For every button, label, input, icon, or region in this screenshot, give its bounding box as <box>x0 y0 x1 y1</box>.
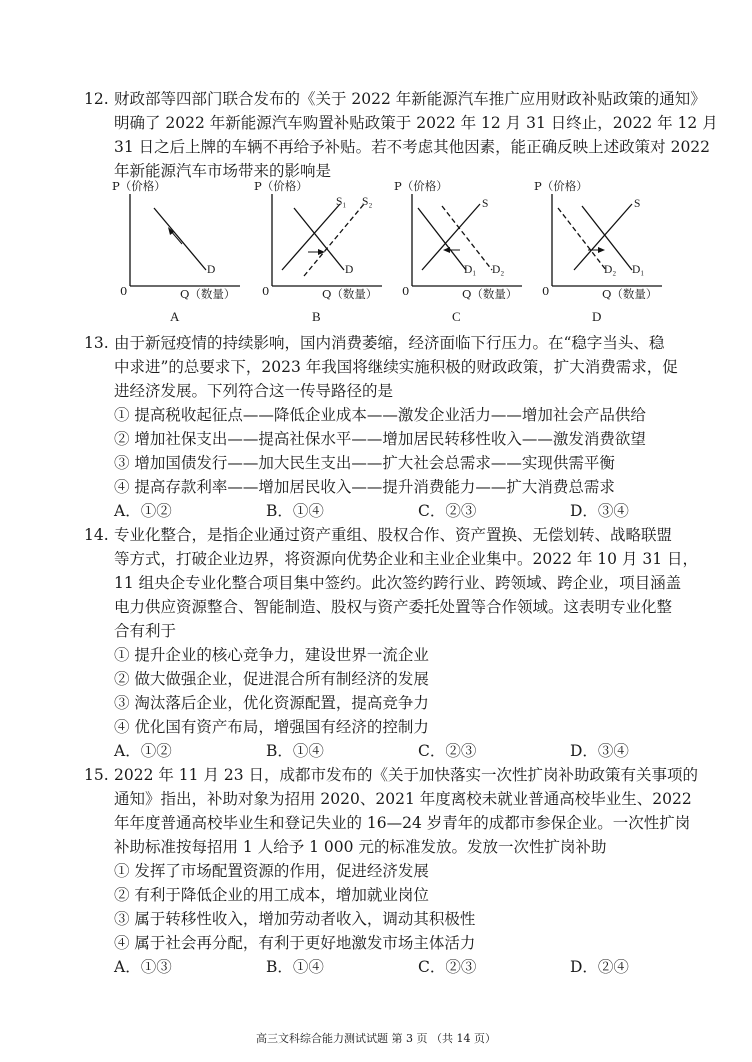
origin-label: 0 <box>402 284 410 298</box>
option-c: C．②③ <box>418 742 477 760</box>
demand-curve-d1 <box>418 208 466 270</box>
graph-letter: C <box>452 309 461 324</box>
demand-curve-d1 <box>582 206 632 270</box>
question-number: 12. <box>84 90 109 108</box>
arrow-head <box>598 247 605 253</box>
y-axis-label: P（价格） <box>534 179 588 193</box>
supply-curve-s2 <box>304 204 364 276</box>
question-text-line: 合有利于 <box>114 622 177 640</box>
question-text-line: 补助标准按每招用 1 人给予 1 000 元的标准发放。发放一次性扩岗补助 <box>114 838 607 856</box>
question-text-line: 中求进”的总要求下，2023 年我国将继续实施积极的财政政策，扩大消费需求，促 <box>114 358 678 376</box>
statement: ③ 增加国债发行——加大民生支出——扩大社会总需求——实现供需平衡 <box>114 454 615 472</box>
x-axis-label: Q（数量） <box>602 287 658 301</box>
curve-label-d2: D₂ <box>492 264 505 276</box>
curve-label-s: S <box>482 198 489 210</box>
question-text-line: 31 日之后上牌的车辆不再给予补贴。若不考虑其他因素，能正确反映上述政策对 2022 <box>114 138 711 156</box>
option-c: C．②③ <box>418 958 477 976</box>
option-c: C．②③ <box>418 502 477 520</box>
origin-label: 0 <box>542 284 550 298</box>
question-text-line: 等方式，打破企业边界，将资源向优势企业和主业企业集中。2022 年 10 月 31 日， <box>114 550 699 568</box>
question-text-line: 进经济发展。下列符合这一传导路径的是 <box>114 382 394 400</box>
question-text-line: 11 组央企专业化整合项目集中签约。此次签约跨行业、跨领域、跨企业，项目涵盖 <box>114 574 682 592</box>
origin-label: 0 <box>262 284 270 298</box>
x-axis-label: Q（数量） <box>180 287 236 301</box>
question-text-line: 由于新冠疫情的持续影响，国内消费萎缩，经济面临下行压力。在“稳字当头、稳 <box>114 334 665 352</box>
option-b: B．①④ <box>266 958 324 976</box>
question-text-line: 年年度普通高校毕业生和登记失业的 16—24 岁青年的成都市参保企业。一次性扩岗 <box>114 814 691 832</box>
question-text-line: 明确了 2022 年新能源汽车购置补贴政策于 2022 年 12 月 31 日终止，2022 年 12 月 <box>114 114 718 132</box>
graph-a <box>110 178 242 326</box>
graph-b <box>252 178 384 326</box>
option-d: D．②④ <box>570 958 629 976</box>
supply-curve <box>574 204 632 270</box>
curve-label-d1: D₁ <box>632 264 645 276</box>
y-axis-label: P（价格） <box>394 179 448 193</box>
question-number: 13. <box>84 334 109 352</box>
graph-letter: D <box>592 309 602 324</box>
option-b: B．①④ <box>266 742 324 760</box>
statement: ② 增加社保支出——提高社保水平——增加居民转移性收入——激发消费欲望 <box>114 430 646 448</box>
statement: ① 提高税收起征点——降低企业成本——激发企业活力——增加社会产品供给 <box>114 406 646 424</box>
statement: ④ 属于社会再分配，有利于更好地激发市场主体活力 <box>114 934 476 952</box>
question-text-line: 年新能源汽车市场带来的影响是 <box>114 162 332 180</box>
demand-curve <box>294 208 344 270</box>
option-d: D．③④ <box>570 742 629 760</box>
curve-label-d: D <box>207 264 216 276</box>
x-axis-label: Q（数量） <box>462 287 518 301</box>
statement: ③ 淘汰落后企业，优化资源配置，提高竞争力 <box>114 694 429 712</box>
question-text-line: 电力供应资源整合、智能制造、股权与资产委托处置等合作领域。这表明专业化整 <box>114 598 673 616</box>
y-axis-label: P（价格） <box>112 179 166 193</box>
curve-label-s2: S₂ <box>362 196 373 208</box>
statement: ③ 属于转移性收入，增加劳动者收入，调动其积极性 <box>114 910 476 928</box>
statement: ④ 提高存款利率——增加居民收入——提升消费能力——扩大消费总需求 <box>114 478 615 496</box>
curve-label-d2: D₂ <box>604 264 617 276</box>
statement: ④ 优化国有资产布局，增强国有经济的控制力 <box>114 718 429 736</box>
graph-c <box>392 178 524 326</box>
supply-curve-s1 <box>282 204 340 270</box>
x-axis-label: Q（数量） <box>322 287 378 301</box>
statement: ② 做大做强企业，促进混合所有制经济的发展 <box>114 670 429 688</box>
option-d: D．③④ <box>570 502 629 520</box>
question-text-line: 专业化整合，是指企业通过资产重组、股权合作、资产置换、无偿划转、战略联盟 <box>114 526 673 544</box>
supply-curve <box>422 204 480 270</box>
statement: ① 发挥了市场配置资源的作用，促进经济发展 <box>114 862 429 880</box>
page-footer: 高三文科综合能力测试试题 第 3 页 （共 14 页） <box>256 1032 496 1045</box>
question-number: 15. <box>84 766 109 784</box>
graph-letter: B <box>312 309 321 324</box>
question-text-line: 财政部等四部门联合发布的《关于 2022 年新能源汽车推广应用财政补贴政策的通知》 <box>114 90 706 108</box>
graph-a-plot <box>110 178 242 303</box>
supply-demand-graphs <box>110 178 670 326</box>
statement: ② 有利于降低企业的用工成本，增加就业岗位 <box>114 886 429 904</box>
origin-label: 0 <box>120 284 128 298</box>
statement: ① 提升企业的核心竞争力，建设世界一流企业 <box>114 646 429 664</box>
question-number: 14. <box>84 526 109 544</box>
option-a: A．①② <box>114 742 172 760</box>
graph-d-plot <box>532 178 664 303</box>
option-b: B．①④ <box>266 502 324 520</box>
curve-label-s: S <box>634 198 641 210</box>
graph-c-plot <box>392 178 524 303</box>
graph-letter: A <box>170 309 180 324</box>
curve-label-d1: D₁ <box>464 264 477 276</box>
curve-label-d: D <box>345 264 354 276</box>
question-text-line: 通知》指出，补助对象为招用 2020、2021 年度离校未就业普通高校毕业生、2022 <box>114 790 692 808</box>
option-a: A．①③ <box>114 958 172 976</box>
y-axis-label: P（价格） <box>254 179 308 193</box>
option-a: A．①② <box>114 502 172 520</box>
graph-d <box>532 178 664 326</box>
question-text-line: 2022 年 11 月 23 日，成都市发布的《关于加快落实一次性扩岗补助政策有关事项的 <box>114 766 699 784</box>
arrow-head <box>443 247 450 253</box>
demand-curve <box>154 208 206 270</box>
curve-label-s1: S₁ <box>336 196 347 208</box>
